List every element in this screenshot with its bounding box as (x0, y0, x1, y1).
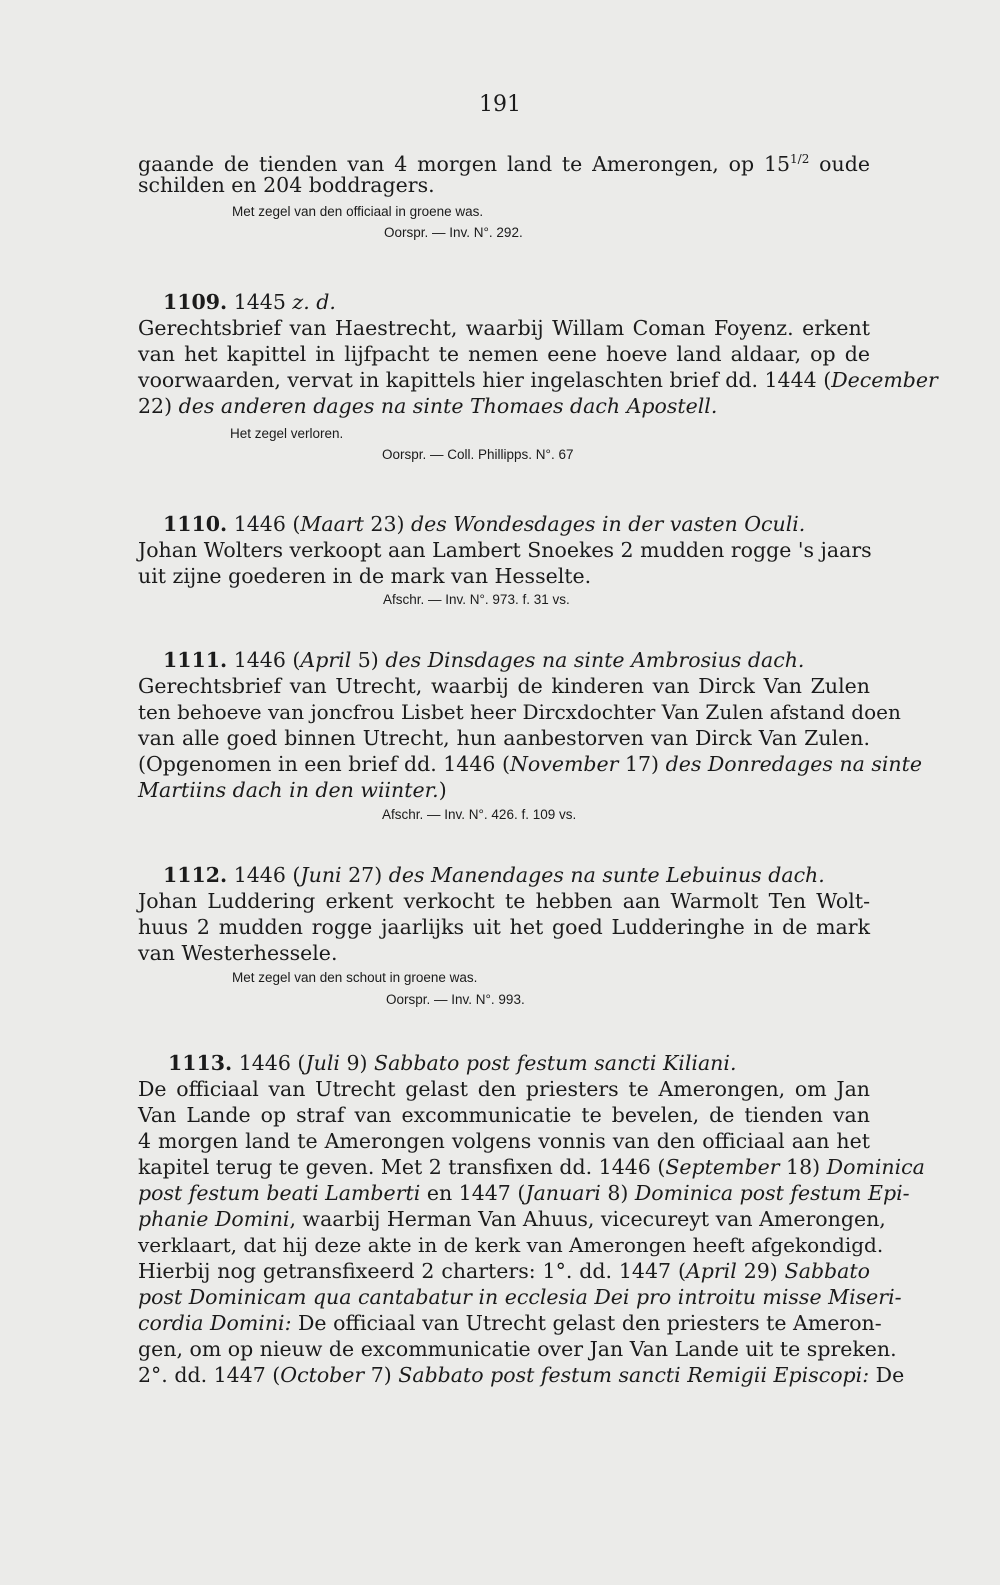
entry-1113-line-2: Van Lande op straf van excommunicatie te bevelen, de tienden van (138, 1103, 870, 1127)
entry-1113-line-8: Hierbij nog getransfixeerd 2 charters: 1°. dd. 1447 (April 29) Sabbato (138, 1259, 870, 1283)
intro-seal-note: Met zegel van den officiaal in groene was. (232, 204, 484, 219)
entry-1111-line-1: Gerechtsbrief van Utrecht, waarbij de kinderen van Dirck Van Zulen (138, 674, 870, 698)
entry-1111-line-4: (Opgenomen in een brief dd. 1446 (November 17) des Donredages na sinte (138, 752, 923, 776)
entry-1113-line-3: 4 morgen land te Amerongen volgens vonnis van den officiaal aan het (138, 1129, 870, 1153)
entry-1110-line-2: uit zijne goederen in de mark van Hesselte. (138, 564, 592, 588)
entry-1109-reference: Oorspr. — Coll. Phillipps. N°. 67 (382, 447, 574, 462)
entry-1109-heading: 1109. 1445 z. d. (163, 290, 336, 314)
entry-1112-line-2: huus 2 mudden rogge jaarlijks uit het goed Ludderinghe in de mark (138, 915, 870, 939)
entry-1111-reference: Afschr. — Inv. N°. 426. f. 109 vs. (382, 807, 577, 822)
entry-1113-line-6: phanie Domini, waarbij Herman Van Ahuus, vicecureyt van Amerongen, (138, 1207, 886, 1231)
entry-1111-line-5: Martiins dach in den wiinter.) (138, 778, 447, 802)
entry-1113-line-7: verklaart, dat hij deze akte in de kerk van Amerongen heeft afgekondigd. (138, 1233, 884, 1257)
entry-1111-line-2: ten behoeve van joncfrou Lisbet heer Dircxdochter Van Zulen afstand doen (138, 700, 901, 724)
entry-1109-line-1: Gerechtsbrief van Haestrecht, waarbij Willam Coman Foyenz. erkent (138, 316, 870, 340)
entry-1111-heading: 1111. 1446 (April 5) des Dinsdages na sinte Ambrosius dach. (163, 648, 805, 672)
intro-reference: Oorspr. — Inv. N°. 292. (384, 225, 523, 240)
intro-line-2: schilden en 204 boddragers. (138, 173, 435, 197)
entry-1113-line-11: gen, om op nieuw de excommunicatie over Jan Van Lande uit te spreken. (138, 1337, 897, 1361)
entry-1113-line-1: De officiaal van Utrecht gelast den priesters te Amerongen, om Jan (138, 1077, 870, 1101)
entry-1113-line-5: post festum beati Lamberti en 1447 (Januari 8) Dominica post festum Epi- (138, 1181, 910, 1205)
entry-1109-line-2: van het kapittel in lijfpacht te nemen eene hoeve land aldaar, op de (138, 342, 870, 366)
entry-1109-line-3: voorwaarden, vervat in kapittels hier ingelaschten brief dd. 1444 (December (138, 368, 938, 392)
intro-line-1: gaande de tienden van 4 morgen land te Amerongen, op $15^{1/2}$ oude (138, 151, 870, 176)
entry-1112-line-1: Johan Luddering erkent verkocht te hebben aan Warmolt Ten Wolt- (138, 889, 870, 913)
entry-1110-line-1: Johan Wolters verkoopt aan Lambert Snoekes 2 mudden rogge 's jaars (138, 538, 872, 562)
entry-1113-line-12: 2°. dd. 1447 (October 7) Sabbato post festum sancti Remigii Episcopi: De (138, 1363, 905, 1387)
page-number: 191 (479, 92, 521, 117)
entry-1109-line-4: 22) des anderen dages na sinte Thomaes dach Apostell. (138, 394, 718, 418)
entry-1112-heading: 1112. 1446 (Juni 27) des Manendages na sunte Lebuinus dach. (163, 863, 825, 887)
entry-1110-reference: Afschr. — Inv. N°. 973. f. 31 vs. (383, 592, 570, 607)
entry-1111-line-3: van alle goed binnen Utrecht, hun aanbestorven van Dirck Van Zulen. (138, 726, 870, 750)
entry-1112-seal-note: Met zegel van den schout in groene was. (232, 970, 478, 985)
entry-1109-seal-note: Het zegel verloren. (230, 426, 344, 441)
entry-1113-line-4: kapitel terug te geven. Met 2 transfixen dd. 1446 (September 18) Dominica (138, 1155, 925, 1179)
entry-1113-heading: 1113. 1446 (Juli 9) Sabbato post festum sancti Kiliani. (168, 1051, 737, 1075)
entry-1113-line-9: post Dominicam qua cantabatur in ecclesia Dei pro introitu misse Miseri- (138, 1285, 902, 1309)
entry-1112-reference: Oorspr. — Inv. N°. 993. (386, 992, 525, 1007)
entry-1113-line-10: cordia Domini: De officiaal van Utrecht gelast den priesters te Ameron- (138, 1311, 882, 1335)
entry-1110-heading: 1110. 1446 (Maart 23) des Wondesdages in der vasten Oculi. (163, 512, 806, 536)
entry-1112-line-3: van Westerhessele. (138, 941, 338, 965)
